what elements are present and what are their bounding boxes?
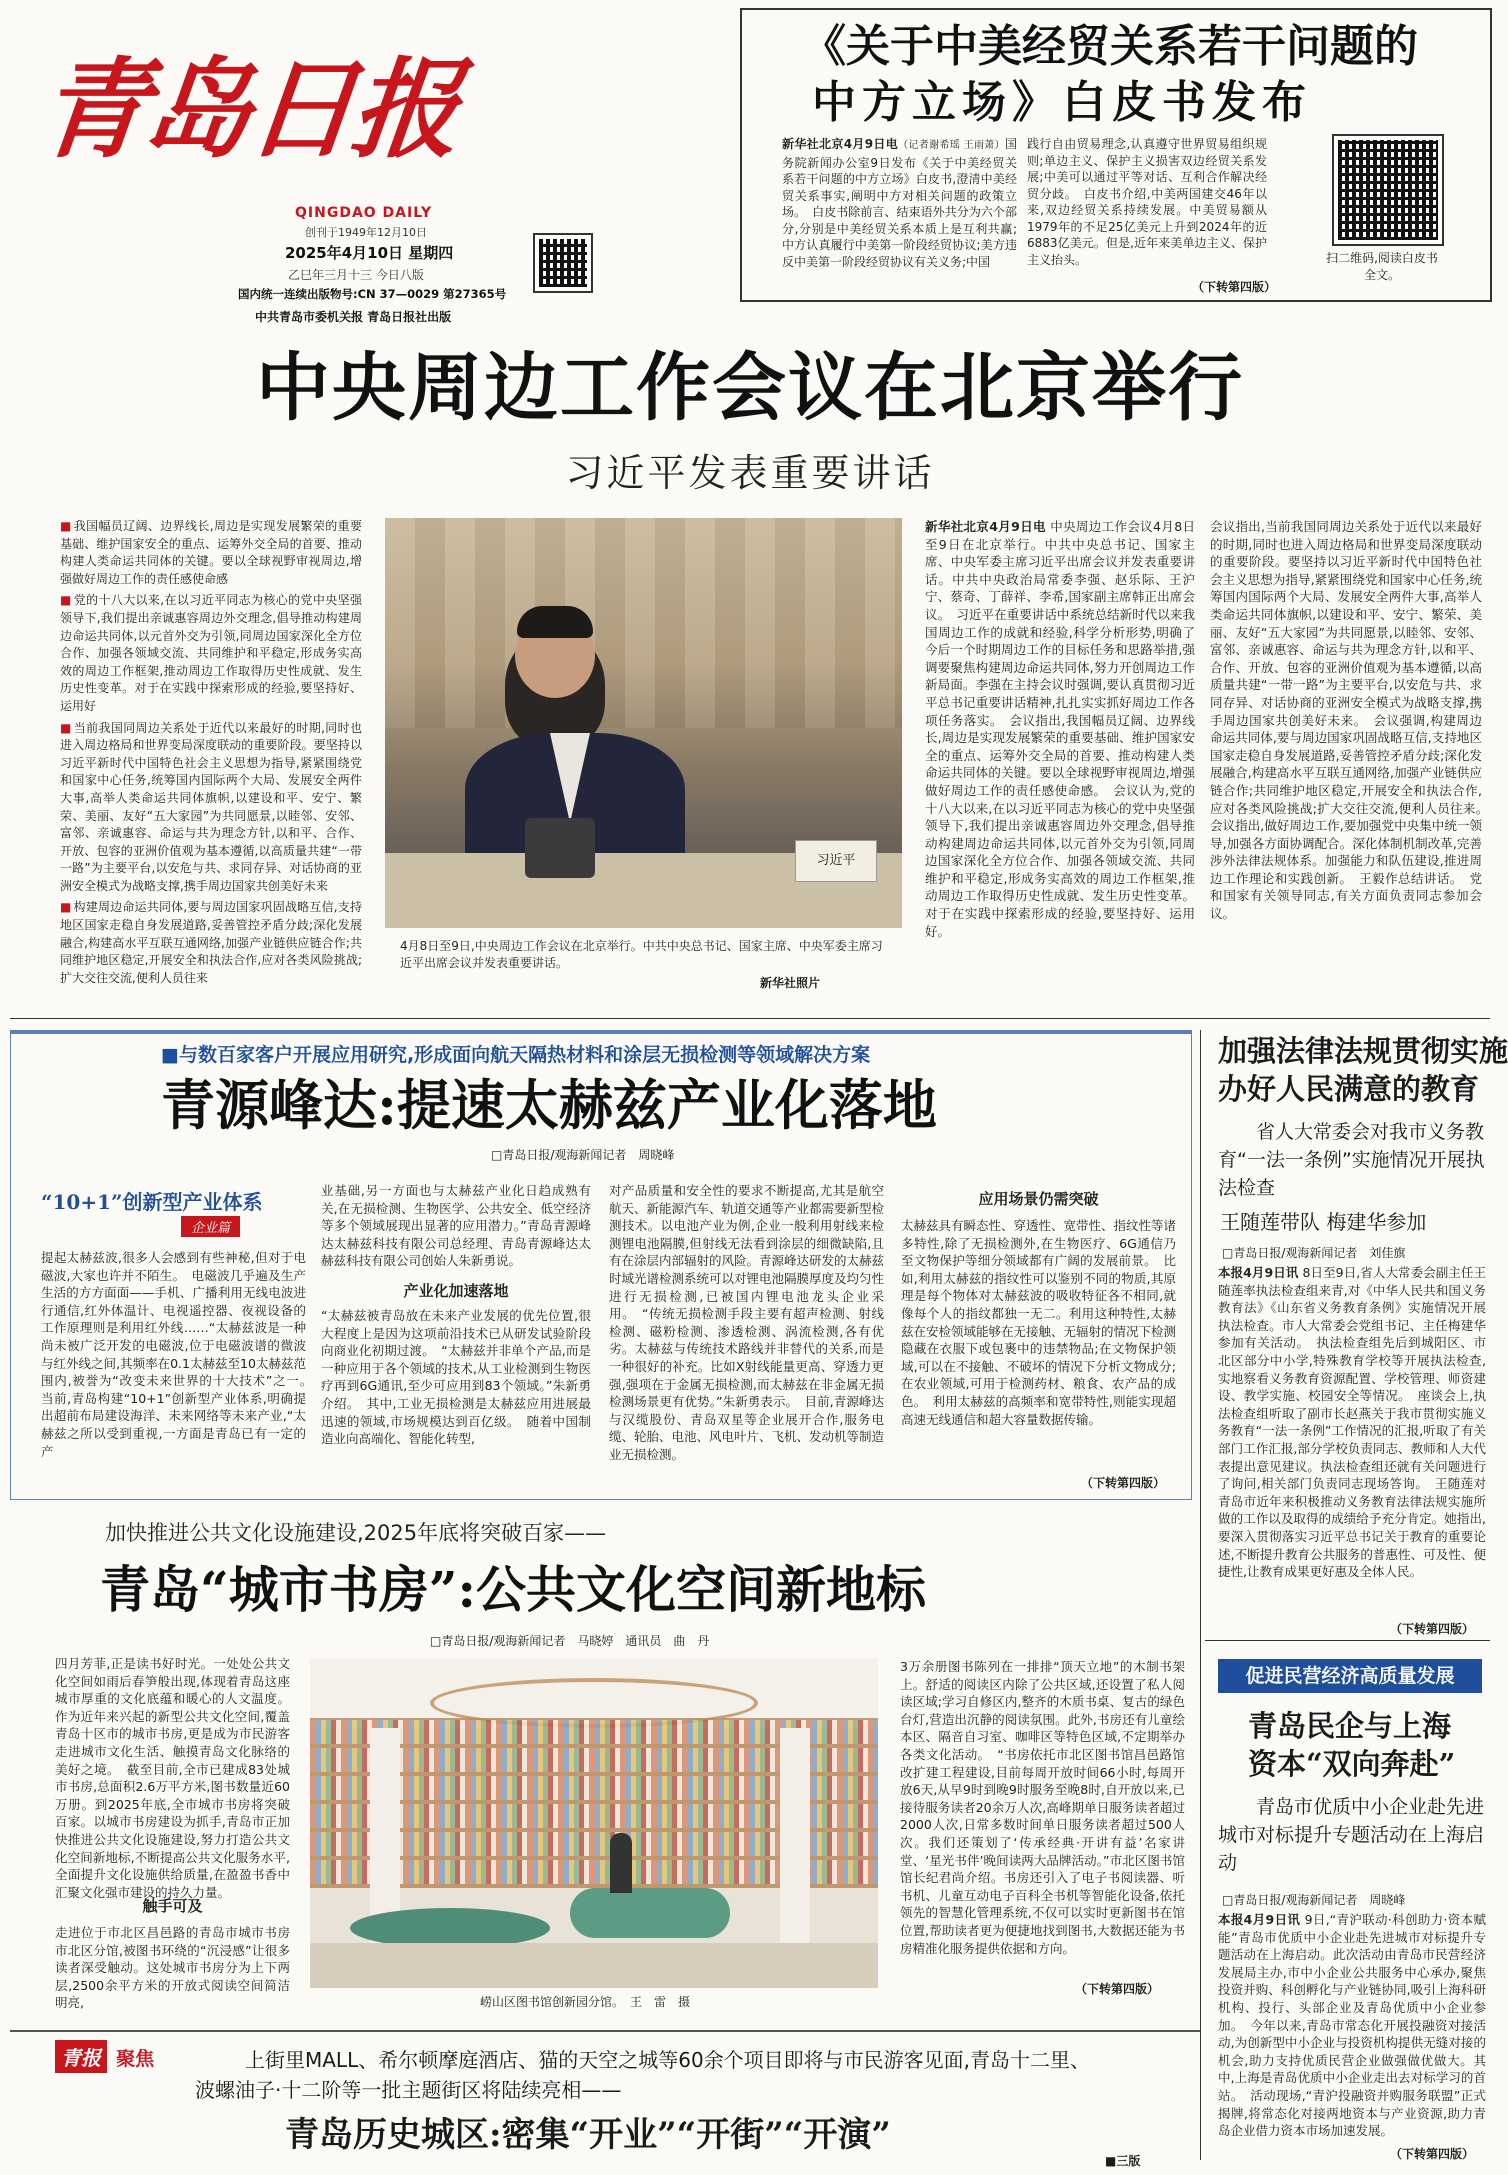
library-headline: 青岛“城市书房”:公共文化空间新地标 <box>100 1560 926 1619</box>
terahertz-col4-text: 太赫兹具有瞬态性、穿透性、宽带性、指纹性等诸多特性,除了无损检测外,在生物医疗、6G通信乃至文物保护等细分领域都有广阔的发展前景。 比如,利用太赫兹的指纹性可以鉴别不同的物质,其原理是每个物体对太赫兹波的吸收特征各不相同,就像每个人的指纹都独一无二。利用这种特性,太赫兹在安检领域能够在无接触、无辐射的情况下检测隐藏在衣服下或包裹中的违禁物品;在文物保护领域,可以在不接触、不破坏的情况下分析文物成分;在农业领域,可用于检测药材、粮食、农产品的成色。 利用太赫兹的高频率和宽带特性,则能实现超高速无线通信和超大容量数据传输。 <box>901 1218 1177 1427</box>
whitepaper-qr-code-icon[interactable] <box>1334 136 1442 244</box>
whitepaper-headline-line2: 中方立场》白皮书发布 <box>812 77 1312 128</box>
masthead-english: QINGDAO DAILY <box>295 205 433 221</box>
divider <box>10 2030 1200 2032</box>
lead-subheadline: 习近平发表重要讲话 <box>565 451 935 495</box>
series-tag <box>31 1182 301 1242</box>
library-col2 <box>900 1658 1185 1978</box>
terahertz-col2 <box>321 1182 591 1487</box>
economy-dateline: 本报4月9日讯 <box>1218 1912 1301 1927</box>
whitepaper-body-col1: 国务院新闻办公室9日发布《关于中美经贸关系若干问题的中方立场》白皮书,澄清中美经贸关系事实,阐明中方对相关问题的政策立场。 白皮书除前言、结束语外共分为六个部分,分别是中美经贸关系本质上是互利共赢;中方认真履行中美第一阶段经贸协议;美方违反中美第一阶段经贸协议有关义务;中国 <box>782 137 1017 269</box>
terahertz-box <box>10 1030 1192 1500</box>
whitepaper-col2 <box>1027 136 1267 296</box>
lead-summary-item: ■ 当前我国同周边关系处于近代以来最好的时期,同时也进入周边格局和世界变局深度联动的重要阶段。要坚持以习近平新时代中国特色社会主义思想为指导,紧紧围绕党和国家中心任务,统筹国内国际两个大局、发展安全两件大事,高举人类命运共同体旗帜,以建设和平、安宁、繁荣、美丽、友好“五大家园”为共同愿景,以睦邻、安邻、富邻、亲诚惠容、命运与共为理念方针,以和平、合作、开放、包容的亚洲价值观为基本遵循,以高质量共建“一带一路”为主要平台,以安危与共、求同存异、对话协商的亚洲安全模式为战略支撑,携手周边国家共创美好未来 <box>60 720 362 896</box>
focus-page-ref: ■三版 <box>1105 2154 1141 2168</box>
economy-banner: 促进民营经济高质量发展 <box>1218 1659 1482 1693</box>
law-continued: （下转第四版） <box>1390 1622 1475 1636</box>
library-kicker: 加快推进公共文化设施建设,2025年底将突破百家—— <box>105 1521 607 1545</box>
terahertz-col4 <box>901 1182 1176 1487</box>
library-col1-subhead: 触手可及 <box>142 1897 203 1915</box>
whitepaper-col1 <box>782 136 1017 296</box>
library-col1b-text: 走进位于市北区昌邑路的青岛市城市书房市北区分馆,被图书环绕的“沉浸感”让很多读者深受触动。这处城市书房分为上下两层,2500余平方米的开放式阅读空间简洁明亮, <box>55 1925 290 2011</box>
terahertz-col2-text: 业基础,另一方面也与太赫兹产业化日趋成熟有关,在无损检测、生物医学、公共安全、低空经济等多个领域展现出显著的应用潜力。”青岛青源峰达太赫兹科技有限公司总经理、青岛青源峰达太赫兹科技有限公司创始人朱新勇说。 <box>321 1183 591 1269</box>
lead-photo-caption-text: 4月8日至9日,中央周边工作会议在北京举行。中共中央总书记、国家主席、中央军委主席习近平出席会议并发表重要讲话。 <box>400 939 883 970</box>
focus-kicker-line2: 波螺油子·十二阶等一批主题街区将陆续亮相—— <box>195 2078 622 2102</box>
terahertz-continued: （下转第四版） <box>1081 1476 1166 1490</box>
lead-headline: 中央周边工作会议在北京举行 <box>256 345 1244 431</box>
law-headline-line1: 加强法律法规贯彻实施 <box>1218 1034 1508 1068</box>
library-byline: □青岛日报/观海新闻记者 马晓婷 通讯员 曲 丹 <box>430 1634 710 1648</box>
whitepaper-qr-caption: 扫二维码,阅读白皮书全文。 <box>1326 251 1438 282</box>
lead-photo-caption <box>400 938 890 972</box>
series-title: “10+1”创新型产业体系 <box>41 1190 263 1214</box>
economy-body <box>1218 1911 1486 2143</box>
whitepaper-continued: （下转第四版） <box>1192 280 1277 294</box>
masthead-lunar: 乙巳年三月十三 今日八版 <box>288 268 424 282</box>
economy-headline-line1: 青岛民企与上海 <box>1248 1709 1452 1743</box>
terahertz-byline: □青岛日报/观海新闻记者 周晓峰 <box>491 1148 675 1162</box>
law-headline-line2: 办好人民满意的教育 <box>1218 1072 1480 1106</box>
lead-body-col2-text: 会议指出,当前我国同周边关系处于近代以来最好的时期,同时也进入周边格局和世界变局深度联动的重要阶段。要坚持以习近平新时代中国特色社会主义思想为指导,紧紧围绕党和国家中心任务,统筹国内国际两个大局、发展安全两件大事,高举人类命运共同体旗帜,以建设和平、安宁、繁荣、美丽、友好“五大家园”为共同愿景,以睦邻、安邻、富邻、亲诚惠容、命运与共为理念方针,以和平、合作、开放、包容的亚洲价值观为基本遵循,以高质量共建“一带一路”为主要平台,以安危与共、求同存异、对话协商的亚洲安全模式为战略支撑,携手周边国家共创美好未来。 会议强调,构建周边命运共同体,要与周边国家巩固战略互信,支持地区国家走稳自身发展道路,妥善管控矛盾分歧;深化发展融合,构建高水平互联互通网络,加强产业链供应链合作;共同维护地区稳定,开展安全和执法合作,应对各类风险挑战;扩大交往交流,便利人员往来。 会议指出,做好周边工作,要加强党中央集中统一领导,加强各方面协调配合。深化体制机制改革,完善涉外法律法规体系。加强能力和队伍建设,推进周边工作理论和实践创新。 王毅作总结讲话。 党和国家有关领导同志,有关方面负责同志参加会议。 <box>1210 519 1495 922</box>
lead-summary-item: ■ 构建周边命运共同体,要与周边国家巩固战略互信,支持地区国家走稳自身发展道路,妥善管控矛盾分歧;深化发展融合,构建高水平互联互通网络,加强产业链供应链合作;共同维护地区稳定,开展安全和执法合作,应对各类风险挑战;扩大交往交流,便利人员往来 <box>60 899 362 987</box>
masthead-publisher: 中共青岛市委机关报 青岛日报社出版 <box>255 310 452 324</box>
lead-body-col2 <box>1210 518 1495 988</box>
terahertz-kicker: ■与数百家客户开展应用研究,形成面向航天隔热材料和涂层无损检测等领域解决方案 <box>161 1044 871 1066</box>
whitepaper-reporters: （记者谢希瑶 王雨萧） <box>898 140 1005 151</box>
terahertz-col4-subhead: 应用场景仍需突破 <box>978 1190 1099 1208</box>
lead-summary-item: ■ 党的十八大以来,在以习近平同志为核心的党中央坚强领导下,我们提出亲诚惠容周边外交理念,倡导推动构建周边命运共同体,以元首外交为引领,同周边国家深化全方位合作、加强各领域交流、共同维护和平稳定,形成务实高效的周边工作框架,推动周边工作取得历史性成就、发生历史性变革。对于在实践中探索形成的经验,要坚持好、运用好 <box>60 592 362 715</box>
terahertz-col1-text: 提起太赫兹波,很多人会感到有些神秘,但对于电磁波,大家也许并不陌生。 电磁波几乎遍及生产生活的方方面面——手机、广播利用无线电波进行通信,红外体温计、电视遥控器、夜视设备的工作原理则是利用红外线……“太赫兹波是一种尚未被广泛开发的电磁波,位于电磁波谱的微波与红外线之间,其频率在0.1太赫兹至10太赫兹范围内,被誉为“改变未来世界的十大技术”之一。 当前,青岛构建“10+1”创新型产业体系,明确提出超前布局建设海洋、未来网络等未来产业,“太赫兹之所以受到重视,一方面是青岛已有一定的产 <box>41 1250 319 1459</box>
focus-logo-text: 青报 <box>55 2040 107 2073</box>
series-tag-label: 企业篇 <box>181 1216 240 1237</box>
lead-photo-credit: 新华社照片 <box>760 976 821 990</box>
library-photo <box>310 1658 878 1988</box>
law-story <box>1210 1030 1508 1636</box>
masthead-founded: 创刊于1949年12月10日 <box>305 226 427 239</box>
library-col1 <box>55 1655 290 2020</box>
law-dateline: 本报4月9日讯 <box>1218 1265 1299 1280</box>
lead-photo <box>385 518 902 928</box>
law-subheadline-2: 王随莲带队 梅建华参加 <box>1220 1210 1427 1234</box>
law-subheadline: 省人大常委会对我市义务教育“一法一条例”实施情况开展执法检查 <box>1218 1121 1485 1199</box>
nameplate: 习近平 <box>795 840 877 882</box>
economy-headline-line2: 资本“双向奔赴” <box>1248 1747 1456 1781</box>
whitepaper-box <box>740 8 1492 302</box>
masthead-date: 2025年4月10日 星期四 <box>285 244 454 262</box>
lead-body-col1-text: 中央周边工作会议4月8日至9日在北京举行。中共中央总书记、国家主席、中央军委主席习近平出席会议并发表重要讲话。中共中央政治局常委李强、赵乐际、王沪宁、蔡奇、丁薛祥、李希,国家副主席韩正出席会议。 习近平在重要讲话中系统总结新时代以来我国周边工作的成就和经验,科学分析形势,明确了今后一个时期周边工作的目标任务和思路举措,强调要聚焦构建周边命运共同体,努力开创周边工作新局面。李强在主持会议时强调,要认真贯彻习近平总书记重要讲话精神,扎扎实实抓好周边工作各项任务落实。 会议指出,我国幅员辽阔、边界线长,周边是实现发展繁荣的重要基础、维护国家安全的重点、运筹外交全局的首要、推动构建人类命运共同体的关键。要以全球视野审视周边,增强做好周边工作的责任感使命感。 会议认为,党的十八大以来,在以习近平同志为核心的党中央坚强领导下,我们提出亲诚惠容周边外交理念,倡导推动构建周边命运共同体,以元首外交为引领,同周边国家深化全方位合作、加强各领域交流、共同维护和平稳定,形成务实高效的周边工作框架,推动周边工作取得历史性成就、发生历史性变革。对于在实践中探索形成的经验,要坚持好、运用好。 <box>925 519 1195 939</box>
law-byline: □青岛日报/观海新闻记者 刘佳旗 <box>1222 1246 1406 1260</box>
lead-summary-item: ■ 我国幅员辽阔、边界线长,周边是实现发展繁荣的重要基础、维护国家安全的重点、运筹外交全局的首要、推动构建人类命运共同体的关键。要以全球视野审视周边,增强做好周边工作的责任感使命感 <box>60 518 362 588</box>
masthead <box>33 10 510 330</box>
divider <box>1200 1030 1201 2160</box>
masthead-serial: 国内统一连续出版物号:CN 37—0029 第27365号 <box>238 287 507 301</box>
terahertz-col1 <box>41 1249 319 1489</box>
terahertz-headline: 青源峰达:提速太赫兹产业化落地 <box>161 1073 937 1137</box>
economy-subheadline: 青岛市优质中小企业赴先进城市对标提升专题活动在上海启动 <box>1218 1796 1485 1874</box>
economy-byline: □青岛日报/观海新闻记者 周晓峰 <box>1222 1893 1406 1907</box>
whitepaper-headline-line1: 《关于中美经贸关系若干问题的 <box>802 21 1418 72</box>
economy-body-text: 9日,“青沪联动·科创助力·资本赋能”青岛市优质中小企业赴先进城市对标提升专题活动在上海启动。此次活动由青岛市民营经济发展局主办,市中小企业公共服务中心承办,聚焦投资并购、科创孵化与产业链协同,吸引上海科研机构、投行、头部企业及青岛优质中小企业参加。 今年以来,青岛市常态化开展投融资对接活动,为创新型中小企业与投资机构提供无缝对接的机会,助力支持优质民营企业做强做优做大。其中,上海是青岛优质中小企业走出去对标学习的首站。 活动现场,“青沪投融资并购服务联盟”正式揭牌,将常态化对接两地资本与产业资源,助力青岛企业借力资本市场加速发展。 <box>1218 1912 1486 2139</box>
whitepaper-body-col2: 践行自由贸易理念,认真遵守世界贸易组织规则;单边主义、保护主义损害双边经贸关系发展;中美可以通过平等对话、互利合作解决经贸分歧。 白皮书介绍,中美两国建交46年以来,双边经贸关系持续发展。中美贸易额从1979年的不足25亿美元上升到2024年的近6883亿美元。但是,近年来美单边主义、保护主义抬头。 <box>1027 137 1267 267</box>
masthead-logo: 青岛日报 <box>33 47 463 173</box>
divider <box>1205 1640 1490 1641</box>
focus-strip <box>55 2040 1195 2170</box>
lead-summary <box>60 518 362 988</box>
terahertz-col2-subhead: 产业化加速落地 <box>403 1282 509 1300</box>
whitepaper-dateline: 新华社北京4月9日电 <box>782 137 899 151</box>
focus-kicker-line1: 上街里MALL、希尔顿摩庭酒店、猫的天空之城等60余个项目即将与市民游客见面,青岛十二里、 <box>245 2048 1091 2072</box>
library-col1-text: 四月芳菲,正是读书好时光。一处处公共文化空间如雨后春笋般出现,体现着青岛这座城市厚重的文化底蕴和暖心的人文温度。作为近年来兴起的新型公共文化空间,覆盖青岛十区市的城市书房,更是成为市民游客走进城市文化生活、触摸青岛文化脉络的美好之境。 截至目前,全市已建成83处城市书房,总面积2.6万平方米,图书数量近60万册。到2025年底,全市城市书房将突破百家。以城市书房建设为抓手,青岛市正加快推进公共文化设施建设,努力打造公共文化空间新地标,不断提高公共文化服务水平,全面提升文化设施供给质量,在盈盈书香中汇聚文化强市建设的持久力量。 <box>55 1656 290 1900</box>
focus-headline: 青岛历史城区:密集“开业”“开街”“开演” <box>285 2115 891 2155</box>
library-photo-caption: 崂山区图书馆创新园分馆。 王 雷 摄 <box>480 1995 691 2009</box>
focus-label: 聚焦 <box>116 2048 155 2070</box>
law-body-text: 8日至9日,省人大常委会副主任王随莲率执法检查组来青,对《中华人民共和国义务教育法》《山东省义务教育条例》实施情况开展执法检查。市人大常委会党组书记、主任梅建华参加有关活动。 执法检查组先后到城阳区、市北区部分中小学,特殊教育学校等开展执法检查,实地察看义务教育资源配置、学校管理、师资建设、教学实施、校园安全等情况。 座谈会上,执法检查组听取了副市长赵燕关于我市贯彻实施义务教育“一法一条例”工作情况的汇报,听取了有关部门工作汇报,部分学校负责同志、教师和人大代表提出意见建议。执法检查组还就有关问题进行了询问,相关部门负责同志现场答询。 王随莲对青岛市近年来积极推动义务教育法律法规实施所做的工作以及取得的成绩给予充分肯定。她指出,要深入贯彻落实习近平总书记关于教育的重要论述,不断提升教育公共服务的普惠性、可及性、便捷性,让教育成果更好惠及全体人民。 <box>1218 1265 1486 1580</box>
terahertz-col3 <box>609 1182 884 1487</box>
masthead-qr-code-icon[interactable] <box>535 235 591 291</box>
terahertz-col3-text: 对产品质量和安全性的要求不断提高,尤其是航空航天、新能源汽车、轨道交通等产业都需要新型检测技术。以电池产业为例,企业一般利用射线来检测锂电池隔膜,但射线无法看到涂层的细微缺陷,且有在涂层内部辐射的风险。青源峰达研发的太赫兹时域光谱检测系统可以对锂电池隔膜厚度及均匀性进行无损检测,已被国内锂电池龙头企业采用。 “传统无损检测手段主要有超声检测、射线检测、磁粉检测、渗透检测、涡流检测,各有优劣。太赫兹与传统技术路线并非替代的关系,而是一种很好的补充。比如X射线能量更高、穿透力更强,强项在于金属无损检测,而太赫兹在非金属无损检测场景更有优势。”朱新勇表示。 目前,青源峰达与汉缆股份、青岛双星等企业展开合作,服务电缆、轮胎、电池、风电叶片、飞机、发动机等制造业无损检测。 <box>609 1183 885 1462</box>
economy-continued: （下转第四版） <box>1390 2147 1475 2161</box>
lead-body-col1 <box>925 518 1195 988</box>
library-col2-text: 3万余册图书陈列在一排排“顶天立地”的木制书架上。舒适的阅读区内除了公共区域,还设置了私人阅读区域;学习自修区内,整齐的木质书桌、复古的绿色台灯,营造出沉静的阅读氛围。此外,书房还有儿童绘本区、隔音自习室、咖啡区等特色区域,不定期举办各类文化活动。 “书房依托市北区图书馆昌邑路馆改扩建工程建设,目前每周开放时间66小时,每周开放6天,从早9时到晚9时服务至晚8时,自开放以来,已接待服务读者20余万人次,高峰期单日服务读者超过2000人次,日常多数时间单日服务读者超过500人次。我们还策划了‘传承经典·开讲有益’名家讲堂、‘星光书伴’晚间读两大品牌活动。”市北区图书馆馆长纪君尚介绍。书房还引入了电子书阅读器、听书机、儿童互动电子百科全书机等智能化设备,依托领先的智慧化管理系统,不仅可以实时更新图书在馆位置,帮助读者更为便捷地找到图书,大数据还能为书房精准化服务提供依据和方向。 <box>900 1659 1185 1956</box>
library-continued: （下转第四版） <box>1075 1982 1160 1996</box>
economy-story <box>1210 1655 1488 2165</box>
lead-body-dateline: 新华社北京4月9日电 <box>925 519 1046 534</box>
focus-logo <box>55 2040 175 2080</box>
divider <box>10 1018 1490 1019</box>
terahertz-col2b-text: “太赫兹被青岛放在未来产业发展的优先位置,很大程度上是因为这项前沿技术已从研发试验阶段向商业化初期过渡。 “太赫兹并非单个产品,而是一种应用于各个领域的技术,从工业检测到生物医疗再到6G通讯,至少可应用到83个领域。”朱新勇介绍。 其中,工业无损检测是太赫兹应用进展最迅速的领域,市场规模达到百亿级。 随着中国制造业向高端化、智能化转型, <box>321 1308 591 1447</box>
law-body <box>1218 1264 1486 1620</box>
